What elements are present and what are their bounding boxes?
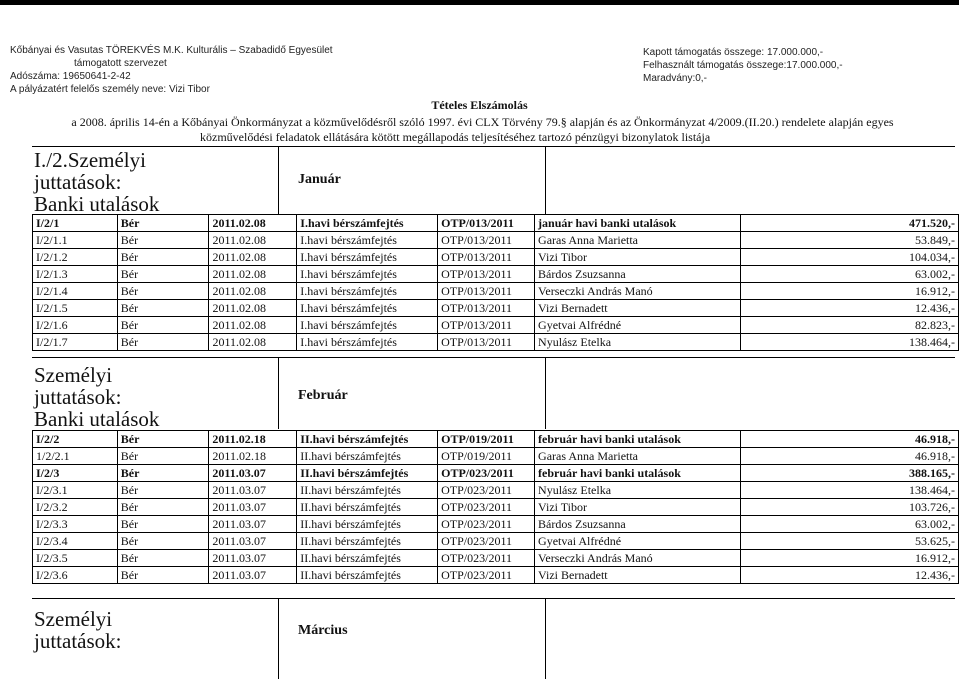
cell-date: 2011.02.18 (209, 431, 297, 448)
cell-item-id: I/2/1.2 (33, 249, 118, 266)
cell-description: I.havi bérszámfejtés (297, 249, 438, 266)
cell-item-id: I/2/3 (33, 465, 118, 482)
grant-summary (643, 46, 843, 85)
cell-type: Bér (117, 232, 209, 249)
section-1-month: Január (298, 172, 341, 187)
cell-payee: Vizi Tibor (535, 249, 741, 266)
cell-amount: 388.165,- (740, 465, 958, 482)
cell-description: II.havi bérszámfejtés (297, 567, 438, 584)
table-row (33, 482, 959, 499)
cell-type: Bér (117, 431, 209, 448)
cell-type: Bér (117, 516, 209, 533)
cell-item-id: I/2/3.3 (33, 516, 118, 533)
cell-amount: 138.464,- (740, 334, 958, 351)
cell-type: Bér (117, 567, 209, 584)
cell-item-id: I/2/3.1 (33, 482, 118, 499)
cell-date: 2011.02.08 (209, 215, 297, 232)
cell-voucher: OTP/013/2011 (438, 334, 535, 351)
cell-date: 2011.02.08 (209, 232, 297, 249)
cell-date: 2011.03.07 (209, 550, 297, 567)
top-border (0, 0, 959, 5)
section-2-divider (278, 357, 279, 429)
table-row (33, 249, 959, 266)
cell-description: I.havi bérszámfejtés (297, 317, 438, 334)
cell-payee: Nyulász Etelka (535, 482, 741, 499)
cell-amount: 16.912,- (740, 550, 958, 567)
cell-date: 2011.03.07 (209, 499, 297, 516)
cell-date: 2011.02.08 (209, 249, 297, 266)
cell-type: Bér (117, 300, 209, 317)
cell-date: 2011.03.07 (209, 533, 297, 550)
cell-type: Bér (117, 283, 209, 300)
intro-line-1: a 2008. április 14-én a Kőbányai Önkormányzat a közművelődésről szóló 1997. évi CLX Törvény 79.§ alapján és az Önkormányzat 4/2009.(II.20.) rendelete alapján egyes (71, 115, 894, 129)
cell-type: Bér (117, 249, 209, 266)
cell-amount: 16.912,- (740, 283, 958, 300)
cell-voucher: OTP/013/2011 (438, 317, 535, 334)
cell-type: Bér (117, 550, 209, 567)
cell-type: Bér (117, 266, 209, 283)
table-row (33, 431, 959, 448)
cell-description: II.havi bérszámfejtés (297, 499, 438, 516)
section-1-table (32, 214, 959, 351)
table-row (33, 448, 959, 465)
cell-description: I.havi bérszámfejtés (297, 283, 438, 300)
cell-item-id: 1/2/2.1 (33, 448, 118, 465)
document-title: Tételes Elszámolás (431, 98, 528, 112)
grant-used: Felhasznált támogatás összege:17.000.000,- (643, 60, 843, 71)
section-2-top-rule (32, 357, 955, 358)
cell-type: Bér (117, 448, 209, 465)
table-row (33, 215, 959, 232)
cell-type: Bér (117, 317, 209, 334)
cell-description: I.havi bérszámfejtés (297, 266, 438, 283)
cell-item-id: I/2/2 (33, 431, 118, 448)
cell-voucher: OTP/023/2011 (438, 533, 535, 550)
cell-type: Bér (117, 215, 209, 232)
cell-voucher: OTP/023/2011 (438, 499, 535, 516)
table-row (33, 567, 959, 584)
cell-payee: Vizi Bernadett (535, 567, 741, 584)
cell-amount: 104.034,- (740, 249, 958, 266)
cell-item-id: I/2/3.4 (33, 533, 118, 550)
cell-voucher: OTP/013/2011 (438, 300, 535, 317)
cell-payee: január havi banki utalások (535, 215, 741, 232)
cell-voucher: OTP/023/2011 (438, 482, 535, 499)
cell-item-id: I/2/3.2 (33, 499, 118, 516)
cell-type: Bér (117, 465, 209, 482)
cell-date: 2011.02.08 (209, 334, 297, 351)
cell-payee: Nyulász Etelka (535, 334, 741, 351)
intro-line-2: közművelődési feladatok ellátására kötött megállapodás teljesítéséhez tartozó pénzügyi bizonylatok listája (200, 130, 711, 144)
grant-remaining: Maradvány:0,- (643, 73, 707, 84)
cell-item-id: I/2/1.4 (33, 283, 118, 300)
cell-item-id: I/2/1.5 (33, 300, 118, 317)
cell-payee: Garas Anna Marietta (535, 448, 741, 465)
section-1-divider-2 (545, 146, 546, 214)
cell-date: 2011.03.07 (209, 482, 297, 499)
section-3-divider (278, 598, 279, 679)
cell-item-id: I/2/1.7 (33, 334, 118, 351)
grant-received: Kapott támogatás összege: 17.000.000,- (643, 47, 824, 58)
cell-amount: 53.849,- (740, 232, 958, 249)
cell-amount: 63.002,- (740, 516, 958, 533)
section-1-top-rule (32, 146, 955, 147)
cell-payee: Garas Anna Marietta (535, 232, 741, 249)
tax-number: Adószáma: 19650641-2-42 (10, 71, 131, 82)
cell-item-id: I/2/3.5 (33, 550, 118, 567)
cell-type: Bér (117, 482, 209, 499)
cell-payee: Verseczki András Manó (535, 283, 741, 300)
cell-payee: Vizi Tibor (535, 499, 741, 516)
cell-description: II.havi bérszámfejtés (297, 482, 438, 499)
responsible-person: A pályázatért felelős személy neve: Vizi Tibor (10, 84, 210, 95)
cell-payee: Vizi Bernadett (535, 300, 741, 317)
table-row (33, 334, 959, 351)
cell-description: I.havi bérszámfejtés (297, 334, 438, 351)
table-row (33, 516, 959, 533)
cell-payee: február havi banki utalások (535, 465, 741, 482)
cell-voucher: OTP/023/2011 (438, 550, 535, 567)
table-row (33, 283, 959, 300)
organization-info (10, 44, 333, 96)
cell-amount: 12.436,- (740, 567, 958, 584)
cell-description: I.havi bérszámfejtés (297, 232, 438, 249)
cell-date: 2011.02.08 (209, 283, 297, 300)
cell-voucher: OTP/019/2011 (438, 448, 535, 465)
section-2-table (32, 430, 959, 584)
cell-type: Bér (117, 334, 209, 351)
cell-voucher: OTP/013/2011 (438, 249, 535, 266)
cell-item-id: I/2/3.6 (33, 567, 118, 584)
section-3-heading: Személyi juttatások: (34, 607, 122, 653)
cell-voucher: OTP/013/2011 (438, 232, 535, 249)
cell-amount: 12.436,- (740, 300, 958, 317)
cell-item-id: I/2/1.6 (33, 317, 118, 334)
cell-date: 2011.03.07 (209, 516, 297, 533)
cell-voucher: OTP/019/2011 (438, 431, 535, 448)
cell-voucher: OTP/023/2011 (438, 465, 535, 482)
cell-payee: Gyetvai Alfrédné (535, 533, 741, 550)
table-row (33, 317, 959, 334)
cell-payee: Bárdos Zsuzsanna (535, 266, 741, 283)
cell-amount: 53.625,- (740, 533, 958, 550)
table-row (33, 465, 959, 482)
section-2-month: Február (298, 388, 348, 403)
cell-amount: 471.520,- (740, 215, 958, 232)
cell-type: Bér (117, 533, 209, 550)
table-row (33, 499, 959, 516)
cell-amount: 46.918,- (740, 448, 958, 465)
cell-amount: 82.823,- (740, 317, 958, 334)
table-row (33, 550, 959, 567)
table-row (33, 300, 959, 317)
cell-payee: február havi banki utalások (535, 431, 741, 448)
table-row (33, 533, 959, 550)
cell-description: II.havi bérszámfejtés (297, 465, 438, 482)
cell-description: I.havi bérszámfejtés (297, 215, 438, 232)
cell-payee: Verseczki András Manó (535, 550, 741, 567)
cell-voucher: OTP/023/2011 (438, 516, 535, 533)
cell-amount: 63.002,- (740, 266, 958, 283)
table-row (33, 232, 959, 249)
cell-voucher: OTP/023/2011 (438, 567, 535, 584)
cell-date: 2011.02.08 (209, 300, 297, 317)
cell-description: II.havi bérszámfejtés (297, 431, 438, 448)
cell-date: 2011.03.07 (209, 465, 297, 482)
cell-amount: 138.464,- (740, 482, 958, 499)
section-3-divider-2 (545, 598, 546, 679)
cell-date: 2011.03.07 (209, 567, 297, 584)
section-3-top-rule (32, 598, 955, 599)
cell-voucher: OTP/013/2011 (438, 283, 535, 300)
cell-date: 2011.02.08 (209, 317, 297, 334)
cell-payee: Gyetvai Alfrédné (535, 317, 741, 334)
cell-amount: 103.726,- (740, 499, 958, 516)
cell-description: I.havi bérszámfejtés (297, 300, 438, 317)
section-1-divider (278, 146, 279, 214)
table-row (33, 266, 959, 283)
section-2-heading: Személyi juttatások: Banki utalások (34, 363, 160, 431)
cell-item-id: I/2/1.3 (33, 266, 118, 283)
cell-date: 2011.02.08 (209, 266, 297, 283)
section-2-divider-2 (545, 357, 546, 429)
cell-description: II.havi bérszámfejtés (297, 448, 438, 465)
cell-item-id: I/2/1.1 (33, 232, 118, 249)
cell-description: II.havi bérszámfejtés (297, 550, 438, 567)
section-1-heading: I./2.Személyi juttatások: Banki utalások (34, 148, 160, 216)
cell-voucher: OTP/013/2011 (438, 266, 535, 283)
cell-item-id: I/2/1 (33, 215, 118, 232)
cell-payee: Bárdos Zsuzsanna (535, 516, 741, 533)
cell-voucher: OTP/013/2011 (438, 215, 535, 232)
cell-description: II.havi bérszámfejtés (297, 516, 438, 533)
section-3-month: Március (298, 623, 348, 638)
cell-date: 2011.02.18 (209, 448, 297, 465)
cell-description: II.havi bérszámfejtés (297, 533, 438, 550)
cell-amount: 46.918,- (740, 431, 958, 448)
org-type: támogatott szervezet (74, 58, 167, 69)
org-name: Kőbányai és Vasutas TÖREKVÉS M.K. Kulturális – Szabadidő Egyesület (10, 45, 333, 56)
cell-type: Bér (117, 499, 209, 516)
